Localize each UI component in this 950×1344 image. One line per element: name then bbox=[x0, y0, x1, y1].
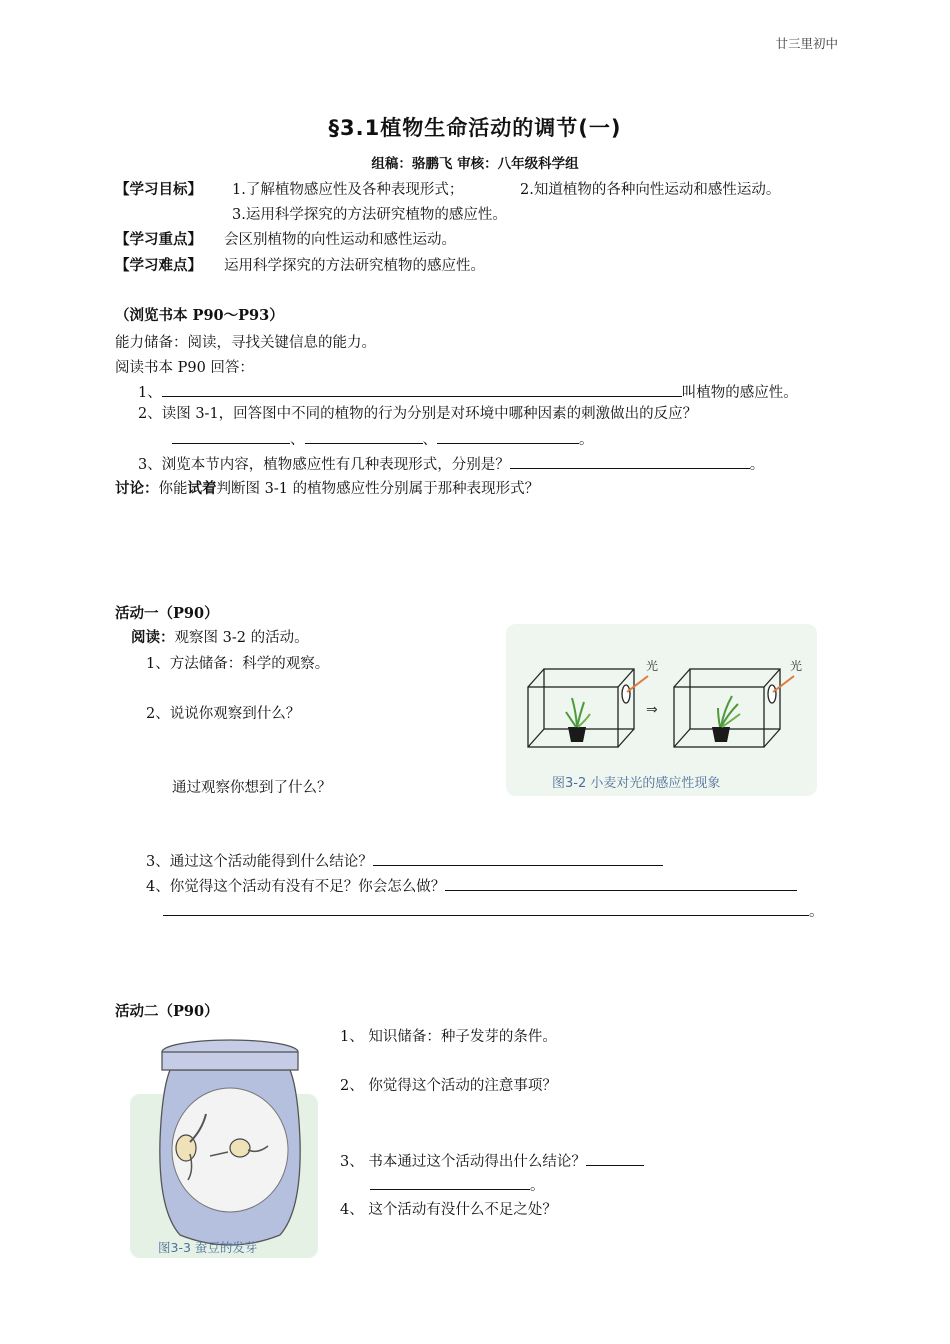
answer-blank-3[interactable] bbox=[510, 454, 750, 469]
answer-blank-2c[interactable] bbox=[437, 429, 579, 444]
answer-blank-2a[interactable] bbox=[172, 429, 290, 444]
separator: 、 bbox=[422, 432, 437, 448]
jar-illustration bbox=[150, 1030, 310, 1260]
period: 。 bbox=[530, 1178, 545, 1194]
read-instruction: 阅读书本 P90 回答： bbox=[115, 360, 254, 376]
activity1-q3-text: 3、通过这个活动能得到什么结论？ bbox=[146, 854, 373, 870]
period: 。 bbox=[579, 432, 594, 448]
light-label-right: 光 bbox=[790, 659, 803, 673]
key-point-label: 【学习重点】 bbox=[115, 231, 202, 248]
activity1-q4-line2 bbox=[163, 900, 824, 921]
question-3 bbox=[138, 453, 764, 474]
activity1-q2: 2、说说你观察到什么？ bbox=[146, 706, 301, 722]
wheat-light-diagram bbox=[506, 624, 817, 796]
activity2-q4: 4、 这个活动有没什么不足之处？ bbox=[340, 1202, 557, 1218]
activity1-q4 bbox=[146, 875, 797, 896]
separator: 、 bbox=[290, 432, 305, 448]
figure-3-2 bbox=[506, 624, 817, 796]
activity2-heading: 活动二（P90） bbox=[115, 1003, 219, 1020]
discussion-bold: 试着 bbox=[187, 480, 217, 497]
objective-3: 3.运用科学探究的方法研究植物的感应性。 bbox=[232, 207, 507, 223]
figure-3-3-caption: 图3-3 蚕豆的发芽 bbox=[158, 1240, 258, 1255]
objective-2: 2.知道植物的各种向性运动和感性运动。 bbox=[520, 182, 781, 198]
light-label-left: 光 bbox=[646, 659, 659, 673]
period: 。 bbox=[749, 457, 765, 473]
answer-blank-a1q4[interactable] bbox=[445, 876, 797, 891]
activity1-read-text: 观察图 3-2 的活动。 bbox=[174, 630, 309, 646]
activity1-q3 bbox=[146, 850, 663, 871]
answer-blank-2b[interactable] bbox=[305, 429, 423, 444]
school-name: 廿三里初中 bbox=[775, 36, 838, 51]
difficulty-text: 运用科学探究的方法研究植物的感应性。 bbox=[224, 258, 485, 274]
question-2: 2、读图 3-1，回答图中不同的植物的行为分别是对环境中哪种因素的刺激做出的反应？ bbox=[138, 406, 698, 422]
discussion-label: 讨论： bbox=[115, 480, 159, 497]
arrow-icon: ⇒ bbox=[646, 702, 658, 718]
discussion bbox=[115, 477, 539, 498]
objectives-label: 【学习目标】 bbox=[115, 181, 202, 198]
answer-blank-1[interactable] bbox=[162, 382, 682, 397]
question-1 bbox=[138, 381, 798, 402]
question-1-tail: 叫植物的感应性。 bbox=[681, 385, 798, 401]
activity2-q1: 1、 知识储备：种子发芽的条件。 bbox=[340, 1029, 557, 1045]
question-1-number: 1、 bbox=[138, 385, 162, 401]
answer-blank-a2q3b[interactable] bbox=[370, 1175, 530, 1190]
question-2-answers bbox=[172, 428, 594, 449]
discussion-post: 判断图 3-1 的植物感应性分别属于那种表现形式？ bbox=[216, 481, 540, 497]
page-title: §3.1植物生命活动的调节(一) bbox=[328, 116, 622, 140]
browse-heading: （浏览书本 P90～P93） bbox=[115, 307, 284, 324]
activity2-q3-line2 bbox=[370, 1174, 545, 1195]
period: 。 bbox=[809, 904, 824, 920]
answer-blank-a1q4b[interactable] bbox=[163, 901, 809, 916]
activity2-q3-text: 3、 书本通过这个活动得出什么结论？ bbox=[340, 1154, 586, 1170]
answer-blank-a2q3[interactable] bbox=[586, 1151, 644, 1166]
activity2-q2: 2、 你觉得这个活动的注意事项？ bbox=[340, 1078, 557, 1094]
ability-note: 能力储备：阅读，寻找关键信息的能力。 bbox=[115, 335, 376, 351]
activity1-read bbox=[131, 626, 309, 647]
discussion-pre: 你能 bbox=[158, 481, 188, 497]
activity1-q4-text: 4、你觉得这个活动有没有不足？你会怎么做？ bbox=[146, 879, 446, 895]
question-3-text: 3、浏览本节内容，植物感应性有几种表现形式，分别是？ bbox=[138, 457, 510, 473]
figure-3-2-caption: 图3-2 小麦对光的感应性现象 bbox=[552, 776, 721, 791]
objective-1: 1.了解植物感应性及各种表现形式； bbox=[232, 182, 464, 198]
activity1-read-label: 阅读： bbox=[131, 629, 175, 646]
authors-line: 组稿：骆鹏飞 审核：八年级科学组 bbox=[371, 156, 579, 172]
activity2-q3 bbox=[340, 1150, 644, 1171]
activity1-q2b: 通过观察你想到了什么？ bbox=[172, 780, 332, 796]
answer-blank-a1q3[interactable] bbox=[373, 851, 663, 866]
difficulty-label: 【学习难点】 bbox=[115, 257, 202, 274]
activity1-q1: 1、方法储备：科学的观察。 bbox=[146, 656, 330, 672]
activity1-heading: 活动一（P90） bbox=[115, 605, 219, 622]
jar-rim bbox=[162, 1052, 298, 1070]
key-point-text: 会区别植物的向性运动和感性运动。 bbox=[224, 232, 456, 248]
